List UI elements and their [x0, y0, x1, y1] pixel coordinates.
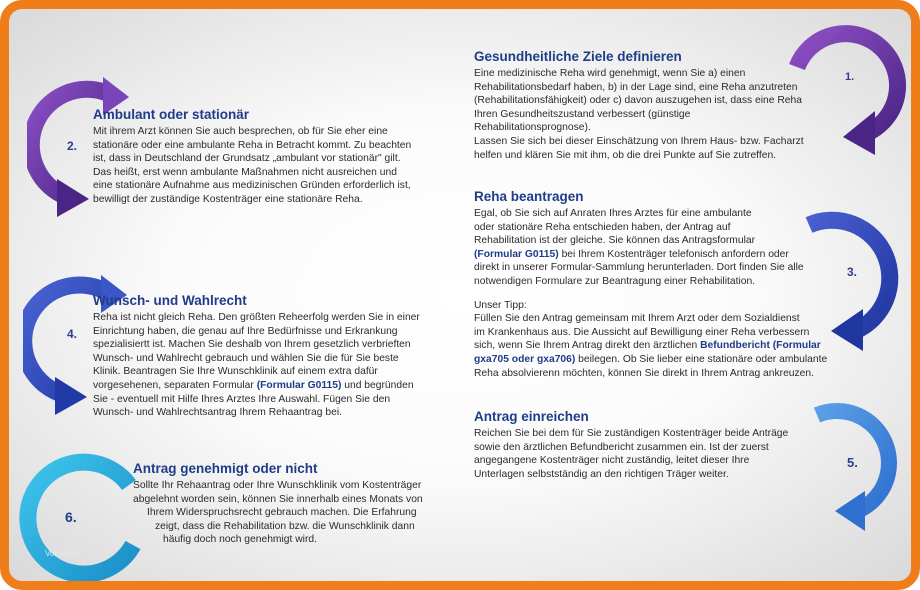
step-1-line: Ihren Gesundheitszustand verbessert (günstige Rehabilitationsprognose).	[474, 108, 691, 134]
step-3-tip-highlight: gxa705 oder gxa706)	[474, 353, 576, 365]
step-2-line: stationäre oder eine ambulante Reha in Betracht kommt. Zu beachten	[93, 139, 412, 151]
step-4-line: spezialisiertt ist. Machen Sie deshalb von Ihrem gesetzlich verbrieften	[93, 339, 411, 351]
step-3-tip-line: Reha absolvierenn möchten, können Sie direkt in Ihrem Antrag ankreuzen.	[474, 367, 814, 379]
step-4-number: 4.	[67, 327, 78, 341]
step-3-line: Rehabilitation ist der gleiche. Sie können das Antragsformular	[474, 235, 756, 247]
step-2-line: Das heißt, erst wenn ambulante Maßnahmen nicht ausreichen und	[93, 166, 397, 178]
step-4-line: Wunsch- und Wahlrechtsantrag Ihrem Rehaantrag bei.	[93, 407, 342, 419]
step-1-number: 1.	[845, 71, 855, 83]
step-4-line: Einrichtung haben, die genau auf Ihre Bedürfnisse und Erkrankung	[93, 325, 398, 337]
step-5-line: Unterlagen selbstständig an den richtigen Träger weiter.	[474, 468, 729, 480]
step-6-line: abgelehnt worden sein, können Sie innerhalb eines Monats von	[133, 493, 423, 505]
step-4-line: Wunsch- und Wahlrecht gebrauch und wählen Sie die für Sie beste	[93, 352, 399, 364]
step-4-line-post: und begründen	[341, 379, 414, 391]
step-4-form-highlight: (Formular G0115)	[256, 379, 342, 391]
step-3-tip-line	[474, 339, 844, 353]
step-2-line: bewilligt der zuständige Kostenträger eine stationäre Reha.	[93, 193, 363, 205]
step-3-line: direkt in unserer Formular-Sammlung herunterladen. Dort finden Sie alle	[474, 262, 804, 274]
step-4-title: Wunsch- und Wahlrecht	[93, 293, 247, 308]
step-3-tip-pre: sich, wenn Sie Ihrem Antrag direkt den ärztlichen	[474, 340, 701, 352]
step-3-tip-highlight: Befundbericht (Formular	[700, 340, 821, 352]
step-2-line: eine stationäre Aufnahme aus medizinischen Gründen erforderlich ist,	[93, 180, 411, 192]
step-3-form-highlight: (Formular G0115)	[474, 248, 559, 260]
step-2-title: Ambulant oder stationär	[93, 107, 250, 122]
step-3-line: notwendigen Formulare zur Beantragung einer Rehabilitation.	[474, 275, 756, 287]
step-3-line-rest: bei Ihrem Kostenträger telefonisch anfordern oder	[558, 248, 789, 260]
step-3-tip-line: Füllen Sie den Antrag gemeinsam mit Ihrem Arzt oder dem Sozialdienst	[474, 313, 800, 325]
step-2-number: 2.	[67, 139, 78, 153]
step-3-tip-line: im Krankenhaus aus. Die Aussicht auf Bewilligung einer Reha verbessern	[474, 326, 810, 338]
step-5-line: angegangene Kostenträger nicht zuständig, leitet dieser Ihre	[474, 455, 750, 467]
step-3-line: Egal, ob Sie sich auf Anraten Ihres Arztes für eine ambulante	[474, 208, 752, 219]
step-1-line: Rehabilitationsbedarf haben, b) in der Lage sind, eine Reha anzutreten	[474, 81, 798, 93]
step-6-line: Ihrem Widerspruchsrecht gebrauch machen. Die Erfahrung	[147, 507, 417, 519]
step-2-line: Mit ihrem Arzt können Sie auch besprechen, ob für Sie eher eine	[93, 126, 388, 137]
step-4-line: Sie - eventuell mit Hilfe Ihres Arztes Ihre Auswahl. Fügen Sie den	[93, 393, 391, 405]
step-2-line: ist, dass in Deutschland der Grundsatz „ambulant vor stationär" gilt.	[93, 153, 401, 165]
step-6-line: Sollte Ihr Rehaantrag oder Ihre Wunschklinik vom Kostenträger	[133, 480, 422, 491]
step-4-line: Reha ist nicht gleich Reha. Den größten Reheerfolg werden Sie in einer	[93, 312, 420, 323]
step-4-line-pre: vorgesehenen, separaten Formular	[93, 379, 257, 391]
step-6-block	[133, 461, 463, 547]
step-5-block	[474, 409, 824, 481]
step-6-line: häufig doch noch genehmigt wird.	[163, 534, 317, 546]
step-5-number: 5.	[847, 455, 858, 470]
step-5-line: Reichen Sie bei dem für Sie zuständigen Kostenträger beide Anträge	[474, 428, 789, 439]
step-4-block	[93, 293, 458, 420]
step-1-block	[474, 49, 804, 162]
step-4-line	[93, 379, 458, 393]
step-4-line: Klinik. Beantragen Sie Ihre Wunschklinik auf einem extra dafür	[93, 366, 378, 378]
step-1-line: Eine medizinische Reha wird genehmigt, wenn Sie a) einen	[474, 68, 746, 79]
step-5-title: Antrag einreichen	[474, 409, 589, 424]
step-3-tip-line	[474, 353, 844, 367]
step-5-line: sowie den ärztlichen Befundbericht zusammen ein. Ist der zuerst	[474, 441, 769, 453]
logo-watermark: VorlaGen	[45, 549, 79, 558]
step-1-title: Gesundheitliche Ziele definieren	[474, 49, 682, 64]
step-6-number: 6.	[65, 509, 77, 525]
step-1-line: helfen und klären Sie mit ihm, ob die drei Punkte auf Sie zutreffen.	[474, 149, 777, 161]
step-3-number: 3.	[847, 265, 858, 279]
step-1-line: Lassen Sie sich bei dieser Einschätzung von Ihrem Haus- bzw. Facharzt	[474, 135, 804, 147]
step-3-tip-post: beilegen. Ob Sie lieber eine stationäre oder ambulante	[575, 353, 828, 365]
step-2-block	[93, 107, 443, 207]
step-3-tip-title: Unser Tipp:	[474, 299, 527, 311]
step-6-line: zeigt, dass die Rehabilitation bzw. die Wunschklinik dann	[155, 520, 415, 532]
step-1-line: (Rehabilitationsfähigkeit) oder c) davon auszugehen ist, dass eine Reha	[474, 95, 802, 107]
step-3-title: Reha beantragen	[474, 189, 584, 204]
step-3-line	[474, 248, 844, 262]
step-3-line: oder stationäre Reha entschieden haben, der Antrag auf	[474, 221, 731, 233]
step-6-title: Antrag genehmigt oder nicht	[133, 461, 318, 476]
step-3-block	[474, 189, 844, 380]
